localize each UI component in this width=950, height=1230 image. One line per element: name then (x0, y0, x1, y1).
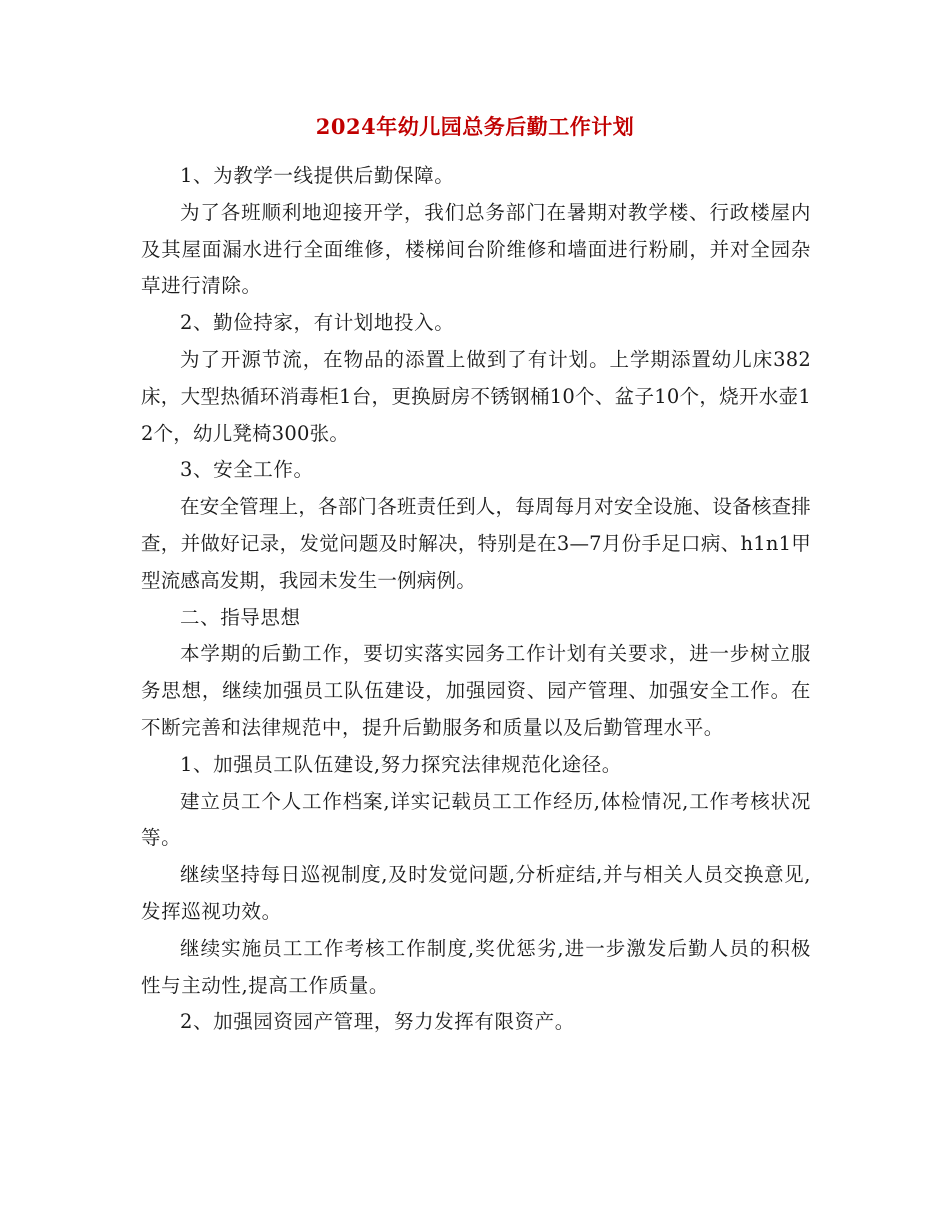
paragraph-6: 在安全管理上，各部门各班责任到人，每周每月对安全设施、设备核查排查，并做好记录，发觉问题及时解决，特别是在3—7月份手足口病、h1n1甲型流感高发期，我园未发生一例病例。 (141, 495, 811, 592)
paragraph-13: 2、加强园资园产管理，努力发挥有限资产。 (180, 1010, 575, 1034)
paragraph-1: 1、为教学一线提供后勤保障。 (180, 164, 455, 187)
paragraph-7: 二、指导思想 (180, 605, 301, 629)
paragraph-11: 继续坚持每日巡视制度,及时发觉问题,分析症结,并与相关人员交换意见,发挥巡视功效。 (141, 863, 811, 923)
paragraph-4: 为了开源节流，在物品的添置上做到了有计划。上学期添置幼儿床382床，大型热循环消毒柜1台，更换厨房不锈钢桶10个、盆子10个，烧开水壶12个，幼儿凳椅300张。 (141, 347, 811, 445)
paragraph-8: 本学期的后勤工作，要切实落实园务工作计划有关要求，进一步树立服务思想，继续加强员工队伍建设，加强园资、园产管理、加强安全工作。在不断完善和法律规范中，提升后勤服务和质量以及后勤管理水平。 (141, 642, 811, 739)
paragraph-10: 建立员工个人工作档案,详实记载员工工作经历,体检情况,工作考核状况等。 (141, 789, 811, 850)
paragraph-12: 继续实施员工工作考核工作制度,奖优惩劣,进一步激发后勤人员的积极性与主动性,提高工作质量。 (141, 936, 811, 997)
paragraph-9: 1、加强员工队伍建设,努力探究法律规范化途径。 (180, 752, 622, 776)
document-body (141, 158, 811, 1041)
paragraph-3: 2、勤俭持家，有计划地投入。 (180, 311, 455, 335)
paragraph-5: 3、安全工作。 (180, 458, 314, 482)
document-title: 2024年幼儿园总务后勤工作计划 (315, 114, 635, 139)
paragraph-2: 为了各班顺利地迎接开学，我们总务部门在暑期对教学楼、行政楼屋内及其屋面漏水进行全面维修，楼梯间台阶维修和墙面进行粉刷，并对全园杂草进行清除。 (141, 200, 811, 298)
